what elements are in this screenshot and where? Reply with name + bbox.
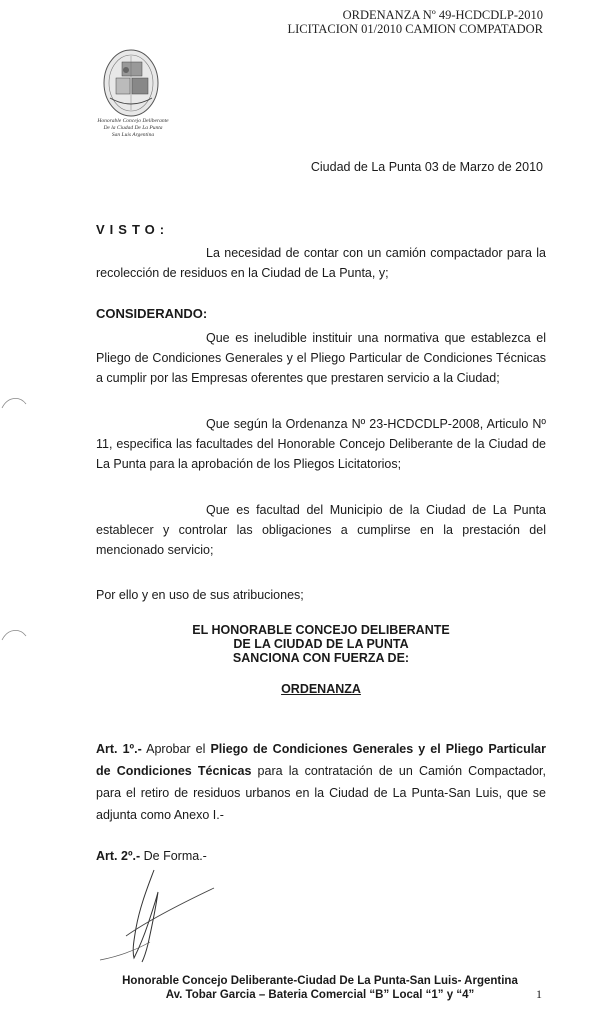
tender-reference: LICITACION 01/2010 CAMION COMPATADOR [287, 22, 543, 36]
visto-text: La necesidad de contar con un camión compactador para la recolección de residuos en la Ciudad de La Punta, y; [96, 246, 546, 280]
logo-caption-line: San Luis Argentina [111, 132, 155, 138]
footer-line: Honorable Concejo Deliberante-Ciudad De La Punta-San Luis- Argentina [122, 975, 518, 987]
margin-mark [0, 392, 30, 412]
article-1-post: para la contratación de un Camión Compactador, para el retiro de residuos urbanos en la Ciudad de La Punta-San Luis, que se adjunta como Anexo I.- [96, 764, 547, 822]
signature [96, 866, 236, 966]
considerando-paragraph [96, 414, 546, 474]
sanction-line: DE LA CIUDAD DE LA PUNTA [233, 637, 409, 651]
document-header [287, 8, 543, 36]
logo-caption-line: Honorable Concejo Deliberante [97, 118, 169, 124]
visto-paragraph [96, 243, 546, 283]
ordenanza-title: ORDENANZA [281, 682, 361, 696]
considerando-paragraph [96, 500, 546, 560]
sanction-block [96, 623, 546, 665]
sanction-line: EL HONORABLE CONCEJO DELIBERANTE [192, 623, 450, 637]
considerando-text: Que según la Ordenanza Nº 23-HCDCDLP-2008, Articulo Nº 11, especifica las facultades del Honorable Concejo Deliberante de la Ciudad de La Punta para la aprobación de los Pliegos Licitatorios; [96, 417, 546, 471]
article-1-bold: Pliego de Condiciones Generales y el Pliego Particular de Condiciones Técnicas [96, 742, 546, 778]
footer-line: Av. Tobar Garcia – Bateria Comercial “B” Local “1” y “4” [165, 989, 475, 1001]
article-1 [96, 738, 546, 826]
article-2 [96, 846, 546, 866]
ordinance-reference: ORDENANZA Nº 49-HCDCDLP-2010 [342, 8, 543, 22]
considerando-heading: CONSIDERANDO: [96, 306, 208, 321]
logo-caption [88, 118, 178, 139]
article-2-text: De Forma.- [140, 849, 207, 863]
considerando-text: Que es ineludible instituir una normativa que establezca el Pliego de Condiciones Generales y el Pliego Particular de Condiciones Técnicas a cumplir por las Empresas oferentes que prestaren servicio a la Ciudad; [96, 331, 546, 385]
logo-caption-line: De la Ciudad De La Punta [103, 125, 163, 131]
visto-heading: VISTO: [96, 222, 170, 237]
considerando-paragraph [96, 328, 546, 388]
date-line: Ciudad de La Punta 03 de Marzo de 2010 [310, 160, 543, 174]
sanction-line: SANCIONA CON FUERZA DE: [232, 651, 410, 665]
article-1-pre: Aprobar el [141, 742, 211, 756]
page-footer [90, 974, 550, 1002]
council-logo [96, 48, 166, 118]
por-ello-line: Por ello y en uso de sus atribuciones; [96, 588, 304, 602]
article-1-label: Art. 1º.- [96, 742, 142, 756]
article-2-label: Art. 2º.- [96, 849, 141, 863]
page-number: 1 [536, 987, 542, 1001]
margin-mark [0, 624, 30, 644]
considerando-text: Que es facultad del Municipio de la Ciudad de La Punta establecer y controlar las obligaciones a cumplirse en la prestación del mencionado servicio; [96, 503, 546, 557]
